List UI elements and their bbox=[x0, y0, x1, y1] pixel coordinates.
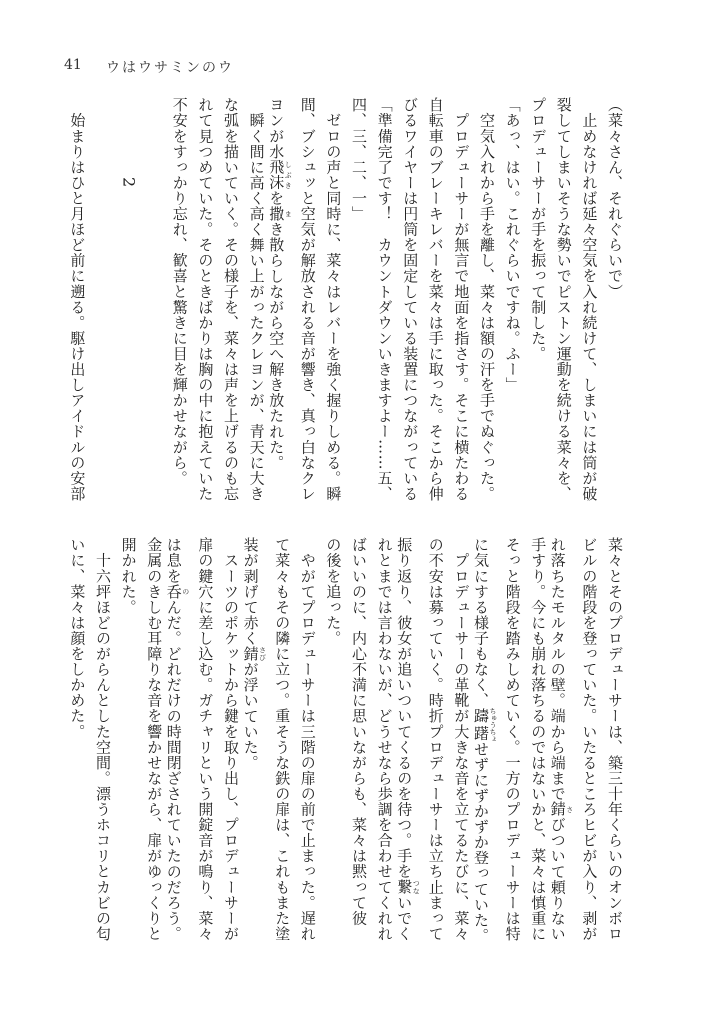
text-column bbox=[93, 537, 113, 941]
text-column bbox=[400, 97, 420, 501]
ruby-annotated-word bbox=[267, 205, 293, 222]
text-run: な弧を描いていく。その様子を、菜々は声を上げるのも忘 bbox=[222, 97, 240, 502]
text-run: いに、菜々は顔をしかめた。 bbox=[68, 537, 87, 740]
text-run: 振り返り、彼女が追いついてくるのを待つ。手を bbox=[395, 537, 414, 880]
text-column bbox=[221, 97, 241, 501]
text-run: （菜々さん、それぐらいで） bbox=[606, 97, 624, 300]
section-heading bbox=[119, 177, 139, 188]
ruby-annotated-word bbox=[548, 801, 574, 817]
ruby-annotated-word bbox=[472, 707, 497, 743]
text-run: びついて頼りない bbox=[548, 816, 567, 942]
text-run: が浮いていた。 bbox=[241, 661, 260, 771]
text-run: 2 bbox=[119, 177, 139, 188]
text-column bbox=[195, 97, 215, 501]
text-column bbox=[548, 537, 574, 942]
text-run: スーツのポケットから鍵を取り出し、プロデューサーが bbox=[222, 537, 240, 942]
page-number: 41 bbox=[64, 57, 82, 73]
text-run: いでく bbox=[395, 894, 414, 942]
text-run: プロデューサーが無言で地面を指さす。そこに横たわる bbox=[452, 97, 471, 502]
text-column bbox=[195, 537, 215, 941]
text-run: 菜々とそのプロデューサーは、築三十年くらいのオンボロ bbox=[606, 537, 624, 942]
text-run: プロデューサーの革靴が大きな音を立てるたびに、菜々 bbox=[452, 537, 471, 942]
text-column bbox=[298, 537, 318, 941]
text-column bbox=[349, 97, 369, 221]
text-run: そっと階段を踏みしめていく。一方のプロデューサーは特 bbox=[503, 537, 522, 942]
text-run: ゼロの声と同時に、菜々はレバーを強く握りしめる。瞬 bbox=[324, 97, 343, 502]
text-run: 開かれた。 bbox=[119, 537, 138, 615]
ruby-reading: つな bbox=[412, 879, 421, 895]
text-run: 手すり。今にも崩れ落ちるのではないかと、菜々は慎重に bbox=[529, 537, 548, 942]
text-run: 空気入れから手を離し、菜々は額の汗を手でぬぐった。 bbox=[478, 97, 496, 502]
text-run: 「準備完了です！ カウントダウンいきますよー……五、 bbox=[375, 97, 394, 502]
text-run: 金属のきしむ耳障りな音を響かせながら、扉がゆっくりと bbox=[145, 537, 164, 942]
ruby-reading: しぶき bbox=[284, 159, 293, 191]
text-column bbox=[426, 537, 446, 941]
text-run: を bbox=[267, 190, 286, 206]
text-column bbox=[298, 97, 318, 501]
text-run: れて見つめていた。そのときばかりは胸の中に抱えていた bbox=[196, 97, 215, 502]
text-column bbox=[528, 537, 548, 941]
text-run: の後を追った。 bbox=[324, 537, 343, 646]
text-run: ビルの階段を登っていた。いたるところヒビが入り、剥が bbox=[580, 537, 599, 942]
text-run: 装が剥げて赤く bbox=[241, 537, 260, 646]
text-run: ばいいのに、内心不満に思いながらも、菜々は黙って彼 bbox=[350, 537, 368, 926]
text-column bbox=[272, 537, 292, 941]
text-column bbox=[164, 537, 190, 942]
ruby-base: 錆 bbox=[548, 801, 567, 817]
text-column bbox=[605, 97, 625, 299]
text-column bbox=[503, 537, 523, 941]
text-column bbox=[528, 97, 548, 361]
text-run: に気にする様子もなく、 bbox=[472, 537, 490, 709]
ruby-base: 撒 bbox=[267, 205, 286, 222]
text-run: んだ。どれだけの時間閉ざされていたのだろう。 bbox=[164, 599, 183, 942]
text-column bbox=[375, 537, 395, 941]
text-column bbox=[554, 97, 574, 501]
text-run: 瞬く間に高く高く舞い上がったクレヨンが、青天に大き bbox=[247, 97, 266, 502]
text-column bbox=[451, 97, 471, 501]
ruby-annotated-word bbox=[267, 159, 293, 191]
text-run: びるワイヤーは円筒を固定している装置につながっている bbox=[401, 97, 420, 502]
text-column bbox=[170, 97, 190, 486]
text-column bbox=[144, 537, 164, 941]
text-run: せずにずかずか登っていた。 bbox=[472, 741, 490, 944]
text-column bbox=[472, 537, 497, 944]
text-run: き散らしながら空へ解き放たれた。 bbox=[267, 221, 286, 471]
ruby-reading: ちゅうちょ bbox=[489, 707, 497, 743]
text-run: プロデューサーが手を振って制した。 bbox=[529, 97, 548, 362]
text-run: れ落ちたモルタルの壁。端から端まで bbox=[548, 537, 567, 802]
ruby-base: 飛沫 bbox=[267, 159, 286, 191]
text-column bbox=[67, 97, 87, 501]
running-title: ウはウサミンのウ bbox=[106, 60, 234, 76]
ruby-reading: さ bbox=[565, 801, 574, 817]
text-column bbox=[503, 97, 523, 392]
text-run: 間、ブシュッと空気が解放される音が響き、真っ白なクレ bbox=[298, 97, 317, 502]
text-column bbox=[323, 97, 343, 501]
ruby-base: 繋 bbox=[395, 879, 414, 895]
ruby-reading: ま bbox=[284, 205, 293, 222]
text-column bbox=[349, 537, 369, 926]
text-column bbox=[67, 537, 87, 739]
ruby-base: 錆 bbox=[241, 645, 260, 662]
text-run: 不安をすっかり忘れ、歓喜と驚きに目を輝かせながら。 bbox=[170, 97, 189, 486]
text-column bbox=[426, 97, 446, 501]
text-run: 十六坪ほどのがらんとした空間。漂うホコリとカビの匂 bbox=[94, 537, 112, 942]
ruby-annotated-word bbox=[164, 583, 190, 600]
ruby-annotated-word bbox=[241, 645, 267, 662]
text-run: 扉の鍵穴に差し込む。ガチャリという開錠音が鳴り、菜々 bbox=[196, 537, 215, 942]
text-column bbox=[323, 537, 343, 646]
text-column bbox=[579, 97, 599, 501]
text-run: て菜々もその隣に立つ。重そうな鉄の扉は、これもまた塗 bbox=[273, 537, 292, 942]
ruby-base: 躊躇 bbox=[472, 707, 490, 743]
text-run: の不安は募っていく。時折プロデューサーは立ち止まって bbox=[426, 537, 445, 942]
text-run: れとまでは言わないが、どうせなら歩調を合わせてくれれ bbox=[375, 537, 394, 942]
ruby-reading: さび bbox=[258, 645, 267, 662]
text-column bbox=[579, 537, 599, 941]
text-column bbox=[605, 537, 625, 941]
text-run: 四、三、二、一」 bbox=[350, 97, 368, 222]
text-column bbox=[241, 537, 267, 771]
ruby-annotated-word bbox=[395, 879, 421, 895]
text-column bbox=[221, 537, 241, 941]
text-column bbox=[395, 537, 421, 942]
ruby-reading: の bbox=[181, 583, 190, 600]
text-column bbox=[451, 537, 471, 941]
text-run: ヨンが水 bbox=[267, 97, 286, 160]
ruby-base: 呑 bbox=[164, 583, 183, 600]
text-run: やがてプロデューサーは三階の扉の前で止まった。遅れ bbox=[298, 537, 317, 942]
text-run: 「あっ、はい。これぐらいですね。ふー」 bbox=[503, 97, 522, 393]
text-column bbox=[119, 537, 139, 615]
text-run: は息を bbox=[164, 537, 183, 584]
text-column bbox=[477, 97, 497, 501]
text-run: 自転車のブレーキレバーを菜々は手に取った。そこから伸 bbox=[426, 97, 445, 502]
text-column bbox=[375, 97, 395, 501]
text-run: 止めなければ延々空気を入れ続けて、しまいには筒が破 bbox=[580, 97, 599, 502]
text-column bbox=[267, 97, 293, 471]
text-column bbox=[247, 97, 267, 501]
text-run: 裂してしまいそうな勢いでピストン運動を続ける菜々を、 bbox=[554, 97, 573, 502]
text-run: 始まりはひと月ほど前に遡る。駆け出しアイドルの安部 bbox=[68, 97, 87, 502]
